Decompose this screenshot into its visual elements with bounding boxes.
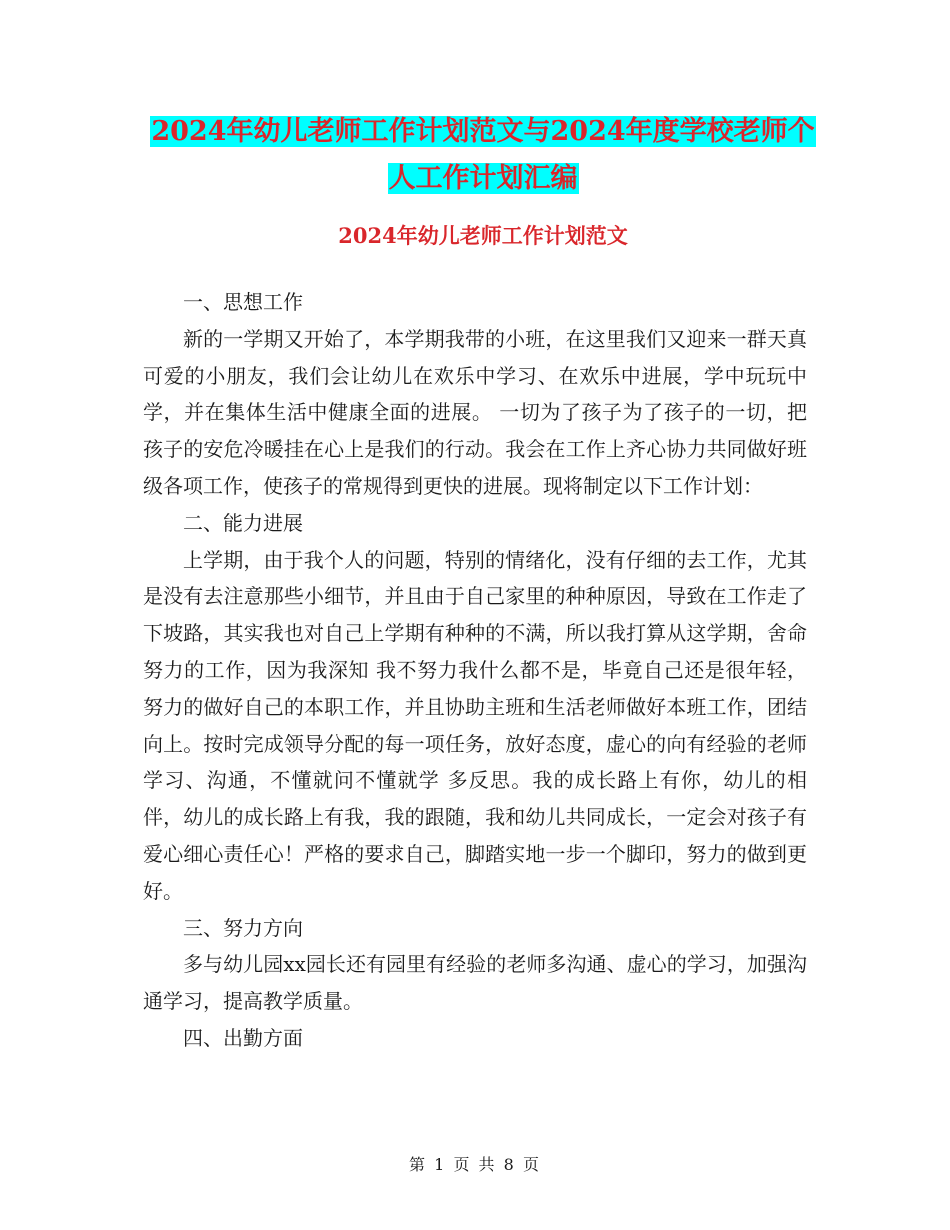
section-title: 2024年幼儿老师工作计划范文 — [338, 223, 628, 248]
heading-attendance: 四、出勤方面 — [183, 1025, 303, 1050]
paragraph-ideology: 新的一学期又开始了，本学期我带的小班，在这里我们又迎来一群天真可爱的小朋友，我们会让幼儿在欢乐中学习、在欢乐中进展，学中玩玩中学，并在集体生活中健康全面的进展。 一切为了孩子为了孩子的一切，把孩子的安危冷暖挂在心上是我们的行动。我会在工作上齐心协力共同做好班级各项工作，使孩子的常规得到更快的进展。现将制定以下工作计划： — [143, 326, 807, 498]
page-footer — [0, 1152, 950, 1175]
paragraph-direction: 多与幼儿园xx园长还有园里有经验的老师多沟通、虚心的学习，加强沟通学习，提高教学质量。 — [143, 952, 807, 1014]
footer-label-total-unit: 页 — [522, 1155, 541, 1174]
heading-ideology: 一、思想工作 — [183, 290, 303, 314]
paragraph-ability: 上学期，由于我个人的问题，特别的情绪化，没有仔细的去工作，尤其是没有去注意那些小细节，并且由于自己家里的种种原因，导致在工作走了下坡路，其实我也对自己上学期有种种的不满，所以我打算从这学期，舍命努力的工作，因为我深知 我不努力我什么都不是，毕竟自己还是很年轻，努力的做好自己的本职工作，并且协助主班和生活老师做好本班工作，团结向上。按时完成领导分配的每一项任务，放好态度，虚心的向有经验的老师学习、沟通，不懂就问不懂就学 多反思。我的成长路上有你，幼儿的相伴，幼儿的成长路上有我，我的跟随，我和幼儿共同成长，一定会对孩子有爱心细心责任心！严格的要求自己，脚踏实地一步一个脚印，努力的做到更好。 — [143, 547, 807, 903]
heading-ability: 二、能力进展 — [183, 510, 303, 535]
footer-total-pages: 8 — [503, 1155, 516, 1174]
document-body — [143, 284, 807, 1057]
footer-label-page-unit: 页 — [453, 1155, 472, 1174]
footer-current-page: 1 — [434, 1155, 447, 1174]
footer-label-page: 第 — [409, 1155, 428, 1174]
heading-direction: 三、努力方向 — [183, 915, 303, 940]
document-title-block — [143, 108, 823, 202]
document-title: 2024年幼儿老师工作计划范文与2024年度学校老师个人工作计划汇编 — [151, 116, 815, 194]
footer-label-total: 共 — [478, 1155, 497, 1174]
